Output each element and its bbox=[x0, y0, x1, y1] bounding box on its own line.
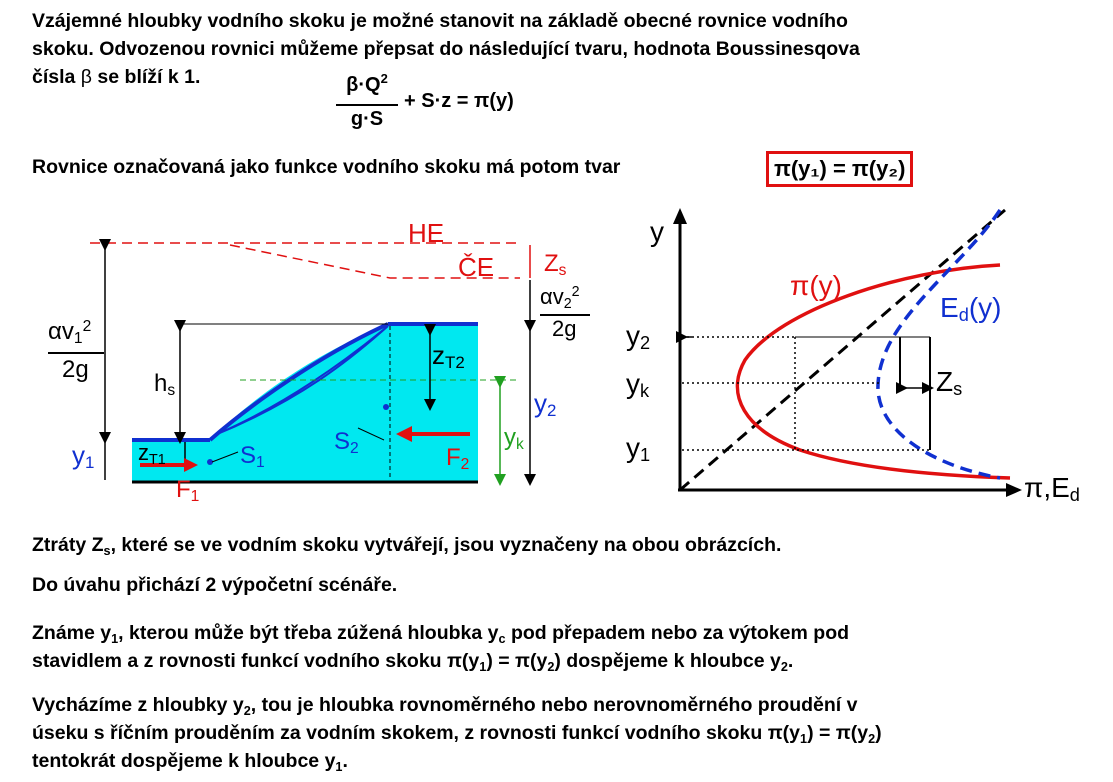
av1-label: $\alpha v_1^2$ bbox=[48, 318, 92, 347]
zt1-label: $z_{T1}$ bbox=[138, 440, 166, 468]
s1-label: $S_1$ bbox=[240, 442, 265, 471]
ed-curve-label: $E_d(y)$ bbox=[940, 292, 1002, 325]
formula-denominator: g·S bbox=[350, 108, 384, 130]
yk-label-right: $y_k$ bbox=[626, 368, 650, 401]
s2-label: $S_2$ bbox=[334, 428, 359, 457]
pi-curve-label: π(y) bbox=[790, 270, 842, 301]
para-scenario-2-line-1: Vycházíme z hloubky $y_2$, tou je hloubka rovnoměrného nebo nerovnoměrného proudění v bbox=[32, 694, 858, 718]
x-axis-label: $\pi,E_d$ bbox=[1024, 472, 1080, 505]
intro-line-1: Vzájemné hloubky vodního skoku je možné stanovit na základě obecné rovnice vodního bbox=[32, 10, 848, 32]
ed-curve bbox=[878, 210, 1000, 478]
formula-numerator: $\beta\cdot Q^2$ bbox=[346, 71, 388, 96]
hs-label: $h_s$ bbox=[154, 370, 176, 399]
zs-label-right: $Z_s$ bbox=[936, 366, 963, 399]
av2-label: $\alpha v_2^2$ bbox=[540, 284, 580, 312]
para-scenario-2-line-3: tentokrát dospějeme k hloubce $y_1$. bbox=[32, 750, 348, 774]
y2-label-right: $y_2$ bbox=[626, 320, 651, 353]
boxed-equation: π(y₁) = π(y₂) bbox=[766, 151, 913, 187]
f1-label: $F_1$ bbox=[176, 476, 200, 505]
diagonal-line bbox=[680, 210, 1005, 490]
para-scenario-1-line-2: stavidlem a z rovnosti funkcí vodního skoku $\pi(y_1) = \pi(y_2)$ dospějeme k hloubce $y_2$. bbox=[32, 650, 794, 674]
ce-label: ČE bbox=[458, 252, 495, 282]
intro-line-3: čísla β se blíží k 1. bbox=[32, 66, 201, 88]
para-losses: Ztráty $Z_s$, které se ve vodním skoku vytvářejí, jsou vyznačeny na obou obrázcích. bbox=[32, 534, 782, 558]
zs-label-left: $Z_s$ bbox=[544, 250, 567, 279]
y-axis-label: y bbox=[650, 216, 664, 247]
yk-label-left: $y_k$ bbox=[504, 424, 524, 453]
para-scenarios: Do úvahu přichází 2 výpočetní scénáře. bbox=[32, 574, 398, 596]
he-label: HE bbox=[408, 218, 445, 248]
para-scenario-1-line-1: Známe $y_1$, kterou může být třeba zúžená hloubka $y_c$ pod přepadem nebo za výtokem pod bbox=[32, 622, 850, 646]
intro-line-2: skoku. Odvozenou rovnici můžeme přepsat do následující tvaru, hodnota Boussinesqova bbox=[32, 38, 860, 60]
y1-label-left: $y_1$ bbox=[72, 440, 95, 472]
2g-label-b: 2g bbox=[62, 356, 89, 383]
function-line: Rovnice označovaná jako funkce vodního skoku má potom tvar bbox=[32, 156, 621, 178]
y1-label-right: $y_1$ bbox=[626, 432, 651, 465]
2g-label-a: 2g bbox=[552, 316, 577, 341]
f2-label: $F_2$ bbox=[446, 444, 470, 473]
y2-label-left: $y_2$ bbox=[534, 388, 557, 420]
water-body bbox=[132, 324, 478, 482]
para-scenario-2-line-2: úseku s říčním prouděním za vodním skokem, z rovnosti funkcí vodního skoku $\pi(y_1) = \pi(y_2)$ bbox=[32, 722, 882, 746]
formula-rest: + S·z = π(y) bbox=[404, 90, 514, 112]
zt2-label: $z_{T2}$ bbox=[432, 340, 465, 372]
